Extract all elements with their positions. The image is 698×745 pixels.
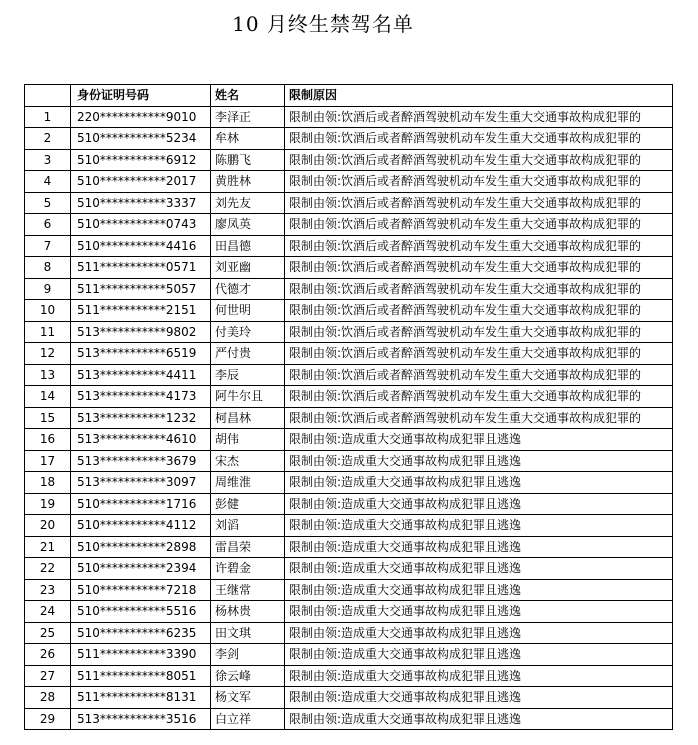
table-row	[25, 214, 673, 236]
row-reason: 限制由领:造成重大交通事故构成犯罪且逃逸	[285, 429, 673, 451]
table-row	[25, 364, 673, 386]
row-id-number: 510***********1716	[71, 493, 211, 515]
table-row	[25, 407, 673, 429]
row-index: 19	[25, 493, 71, 515]
row-index: 10	[25, 300, 71, 322]
table-row	[25, 601, 673, 623]
row-index: 8	[25, 257, 71, 279]
row-reason: 限制由领:饮酒后或者醉酒驾驶机动车发生重大交通事故构成犯罪的	[285, 386, 673, 408]
row-name: 雷昌荣	[211, 536, 285, 558]
row-index: 20	[25, 515, 71, 537]
row-index: 6	[25, 214, 71, 236]
row-name: 王继常	[211, 579, 285, 601]
row-index: 18	[25, 472, 71, 494]
row-id-number: 513***********3679	[71, 450, 211, 472]
row-index: 27	[25, 665, 71, 687]
table-row	[25, 493, 673, 515]
row-reason: 限制由领:造成重大交通事故构成犯罪且逃逸	[285, 622, 673, 644]
row-index: 25	[25, 622, 71, 644]
row-id-number: 510***********2017	[71, 171, 211, 193]
row-name: 许碧金	[211, 558, 285, 580]
table-row	[25, 171, 673, 193]
row-reason: 限制由领:造成重大交通事故构成犯罪且逃逸	[285, 558, 673, 580]
row-reason: 限制由领:饮酒后或者醉酒驾驶机动车发生重大交通事故构成犯罪的	[285, 149, 673, 171]
row-reason: 限制由领:饮酒后或者醉酒驾驶机动车发生重大交通事故构成犯罪的	[285, 235, 673, 257]
row-reason: 限制由领:饮酒后或者醉酒驾驶机动车发生重大交通事故构成犯罪的	[285, 171, 673, 193]
row-index: 13	[25, 364, 71, 386]
row-id-number: 510***********4112	[71, 515, 211, 537]
table-row	[25, 644, 673, 666]
row-index: 14	[25, 386, 71, 408]
row-id-number: 510***********2394	[71, 558, 211, 580]
row-name: 付美玲	[211, 321, 285, 343]
row-reason: 限制由领:饮酒后或者醉酒驾驶机动车发生重大交通事故构成犯罪的	[285, 214, 673, 236]
row-reason: 限制由领:饮酒后或者醉酒驾驶机动车发生重大交通事故构成犯罪的	[285, 128, 673, 150]
table-row	[25, 665, 673, 687]
row-name: 李剑	[211, 644, 285, 666]
table-row	[25, 149, 673, 171]
table-row	[25, 386, 673, 408]
row-id-number: 513***********3516	[71, 708, 211, 730]
row-index: 5	[25, 192, 71, 214]
row-reason: 限制由领:饮酒后或者醉酒驾驶机动车发生重大交通事故构成犯罪的	[285, 321, 673, 343]
table-row	[25, 515, 673, 537]
row-index: 3	[25, 149, 71, 171]
row-name: 田昌德	[211, 235, 285, 257]
table-body	[25, 106, 673, 730]
row-id-number: 510***********7218	[71, 579, 211, 601]
header-id-number: 身份证明号码	[71, 85, 211, 107]
row-id-number: 510***********3337	[71, 192, 211, 214]
row-id-number: 511***********8051	[71, 665, 211, 687]
row-name: 柯昌林	[211, 407, 285, 429]
row-index: 22	[25, 558, 71, 580]
row-name: 宋杰	[211, 450, 285, 472]
header-index	[25, 85, 71, 107]
row-index: 2	[25, 128, 71, 150]
header-reason: 限制原因	[285, 85, 673, 107]
row-reason: 限制由领:造成重大交通事故构成犯罪且逃逸	[285, 515, 673, 537]
table-row	[25, 708, 673, 730]
row-name: 代德才	[211, 278, 285, 300]
row-id-number: 220***********9010	[71, 106, 211, 128]
row-reason: 限制由领:饮酒后或者醉酒驾驶机动车发生重大交通事故构成犯罪的	[285, 407, 673, 429]
row-name: 胡伟	[211, 429, 285, 451]
table-row	[25, 450, 673, 472]
row-reason: 限制由领:造成重大交通事故构成犯罪且逃逸	[285, 493, 673, 515]
row-index: 9	[25, 278, 71, 300]
table-row	[25, 687, 673, 709]
row-reason: 限制由领:造成重大交通事故构成犯罪且逃逸	[285, 601, 673, 623]
row-id-number: 510***********6235	[71, 622, 211, 644]
row-name: 周维淮	[211, 472, 285, 494]
row-reason: 限制由领:饮酒后或者醉酒驾驶机动车发生重大交通事故构成犯罪的	[285, 278, 673, 300]
ban-list-table	[24, 84, 673, 730]
row-index: 26	[25, 644, 71, 666]
row-name: 白立祥	[211, 708, 285, 730]
row-name: 严付贵	[211, 343, 285, 365]
row-name: 杨林贵	[211, 601, 285, 623]
row-reason: 限制由领:饮酒后或者醉酒驾驶机动车发生重大交通事故构成犯罪的	[285, 343, 673, 365]
table-row	[25, 622, 673, 644]
row-reason: 限制由领:造成重大交通事故构成犯罪且逃逸	[285, 536, 673, 558]
row-name: 徐云峰	[211, 665, 285, 687]
row-index: 12	[25, 343, 71, 365]
row-reason: 限制由领:造成重大交通事故构成犯罪且逃逸	[285, 472, 673, 494]
row-name: 何世明	[211, 300, 285, 322]
row-id-number: 513***********3097	[71, 472, 211, 494]
row-index: 28	[25, 687, 71, 709]
row-reason: 限制由领:造成重大交通事故构成犯罪且逃逸	[285, 708, 673, 730]
row-name: 廖凤英	[211, 214, 285, 236]
row-id-number: 513***********6519	[71, 343, 211, 365]
row-index: 16	[25, 429, 71, 451]
row-id-number: 513***********4610	[71, 429, 211, 451]
table-row	[25, 536, 673, 558]
row-name: 李泽正	[211, 106, 285, 128]
row-id-number: 513***********4411	[71, 364, 211, 386]
row-name: 李辰	[211, 364, 285, 386]
row-index: 11	[25, 321, 71, 343]
row-reason: 限制由领:饮酒后或者醉酒驾驶机动车发生重大交通事故构成犯罪的	[285, 300, 673, 322]
row-index: 1	[25, 106, 71, 128]
row-index: 4	[25, 171, 71, 193]
row-id-number: 511***********3390	[71, 644, 211, 666]
row-index: 7	[25, 235, 71, 257]
row-id-number: 511***********5057	[71, 278, 211, 300]
table-row	[25, 235, 673, 257]
row-name: 陈鹏飞	[211, 149, 285, 171]
row-reason: 限制由领:饮酒后或者醉酒驾驶机动车发生重大交通事故构成犯罪的	[285, 364, 673, 386]
table-row	[25, 128, 673, 150]
row-id-number: 513***********1232	[71, 407, 211, 429]
row-name: 杨文军	[211, 687, 285, 709]
row-name: 刘亚幽	[211, 257, 285, 279]
row-name: 牟林	[211, 128, 285, 150]
table-row	[25, 579, 673, 601]
table-row	[25, 321, 673, 343]
row-index: 17	[25, 450, 71, 472]
row-reason: 限制由领:饮酒后或者醉酒驾驶机动车发生重大交通事故构成犯罪的	[285, 106, 673, 128]
row-id-number: 513***********9802	[71, 321, 211, 343]
row-id-number: 511***********0571	[71, 257, 211, 279]
row-id-number: 511***********8131	[71, 687, 211, 709]
row-name: 黄胜林	[211, 171, 285, 193]
row-id-number: 513***********4173	[71, 386, 211, 408]
row-name: 刘滔	[211, 515, 285, 537]
table-header-row	[25, 85, 673, 107]
row-id-number: 511***********2151	[71, 300, 211, 322]
row-reason: 限制由领:造成重大交通事故构成犯罪且逃逸	[285, 579, 673, 601]
row-reason: 限制由领:饮酒后或者醉酒驾驶机动车发生重大交通事故构成犯罪的	[285, 192, 673, 214]
row-name: 彭健	[211, 493, 285, 515]
table-row	[25, 343, 673, 365]
row-index: 21	[25, 536, 71, 558]
table-row	[25, 106, 673, 128]
row-name: 阿牛尔且	[211, 386, 285, 408]
row-name: 刘先友	[211, 192, 285, 214]
row-name: 田文琪	[211, 622, 285, 644]
row-index: 29	[25, 708, 71, 730]
row-index: 15	[25, 407, 71, 429]
row-reason: 限制由领:造成重大交通事故构成犯罪且逃逸	[285, 644, 673, 666]
header-name: 姓名	[211, 85, 285, 107]
table-row	[25, 192, 673, 214]
row-id-number: 510***********2898	[71, 536, 211, 558]
table-row	[25, 429, 673, 451]
row-id-number: 510***********4416	[71, 235, 211, 257]
table-row	[25, 472, 673, 494]
row-id-number: 510***********5234	[71, 128, 211, 150]
row-id-number: 510***********6912	[71, 149, 211, 171]
table-row	[25, 300, 673, 322]
row-id-number: 510***********5516	[71, 601, 211, 623]
row-reason: 限制由领:造成重大交通事故构成犯罪且逃逸	[285, 450, 673, 472]
table-row	[25, 257, 673, 279]
row-reason: 限制由领:造成重大交通事故构成犯罪且逃逸	[285, 687, 673, 709]
row-reason: 限制由领:造成重大交通事故构成犯罪且逃逸	[285, 665, 673, 687]
row-id-number: 510***********0743	[71, 214, 211, 236]
table-row	[25, 558, 673, 580]
table-row	[25, 278, 673, 300]
row-index: 23	[25, 579, 71, 601]
row-index: 24	[25, 601, 71, 623]
page-title: 10 月终生禁驾名单	[232, 12, 414, 36]
row-reason: 限制由领:饮酒后或者醉酒驾驶机动车发生重大交通事故构成犯罪的	[285, 257, 673, 279]
